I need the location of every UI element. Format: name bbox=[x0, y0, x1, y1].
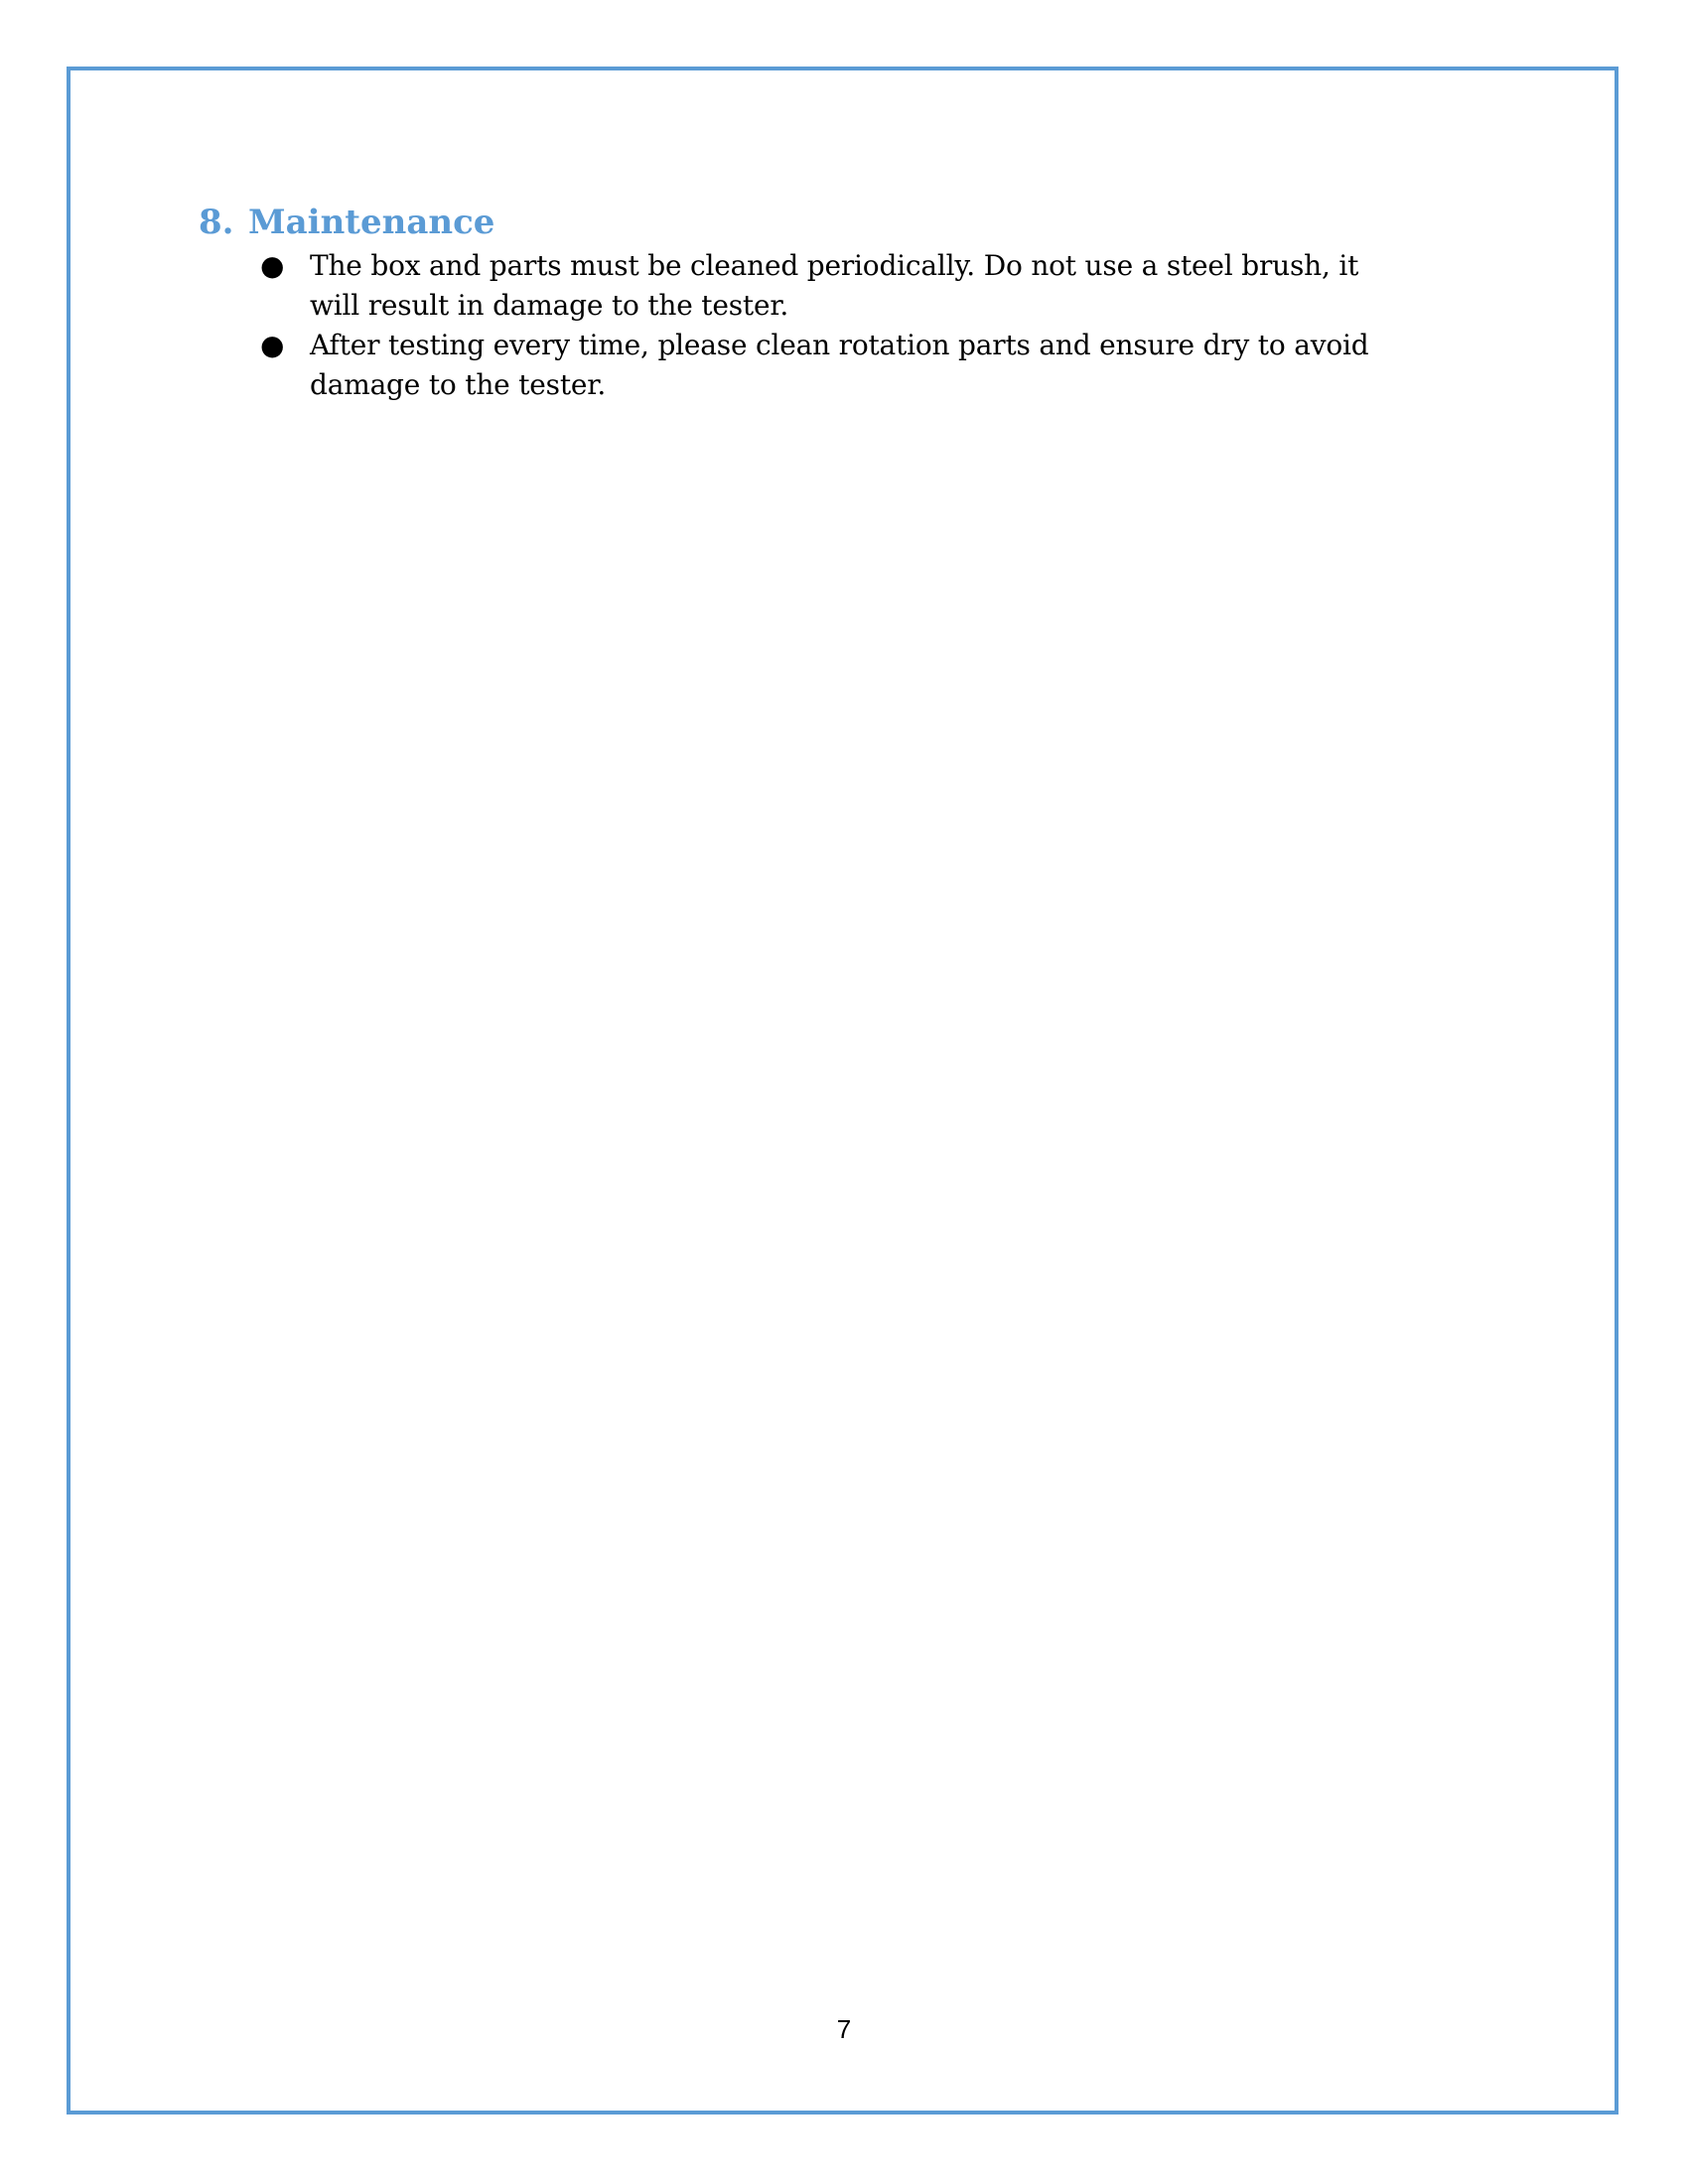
list-item-text: The box and parts must be cleaned periodically. Do not use a steel brush, it will result in damage to the tester. bbox=[310, 249, 1359, 322]
bullet-icon: ● bbox=[260, 249, 285, 282]
list-item bbox=[199, 246, 1412, 326]
maintenance-list bbox=[199, 246, 1499, 405]
section-title: Maintenance bbox=[248, 203, 495, 242]
list-item bbox=[199, 326, 1412, 405]
page-content bbox=[199, 199, 1499, 405]
section-number: 8. bbox=[199, 203, 234, 242]
page-number: 7 bbox=[836, 2014, 852, 2044]
list-item-text: After testing every time, please clean rotation parts and ensure dry to avoid damage to the tester. bbox=[310, 329, 1369, 401]
bullet-icon: ● bbox=[260, 329, 285, 361]
section-heading bbox=[199, 199, 1499, 246]
